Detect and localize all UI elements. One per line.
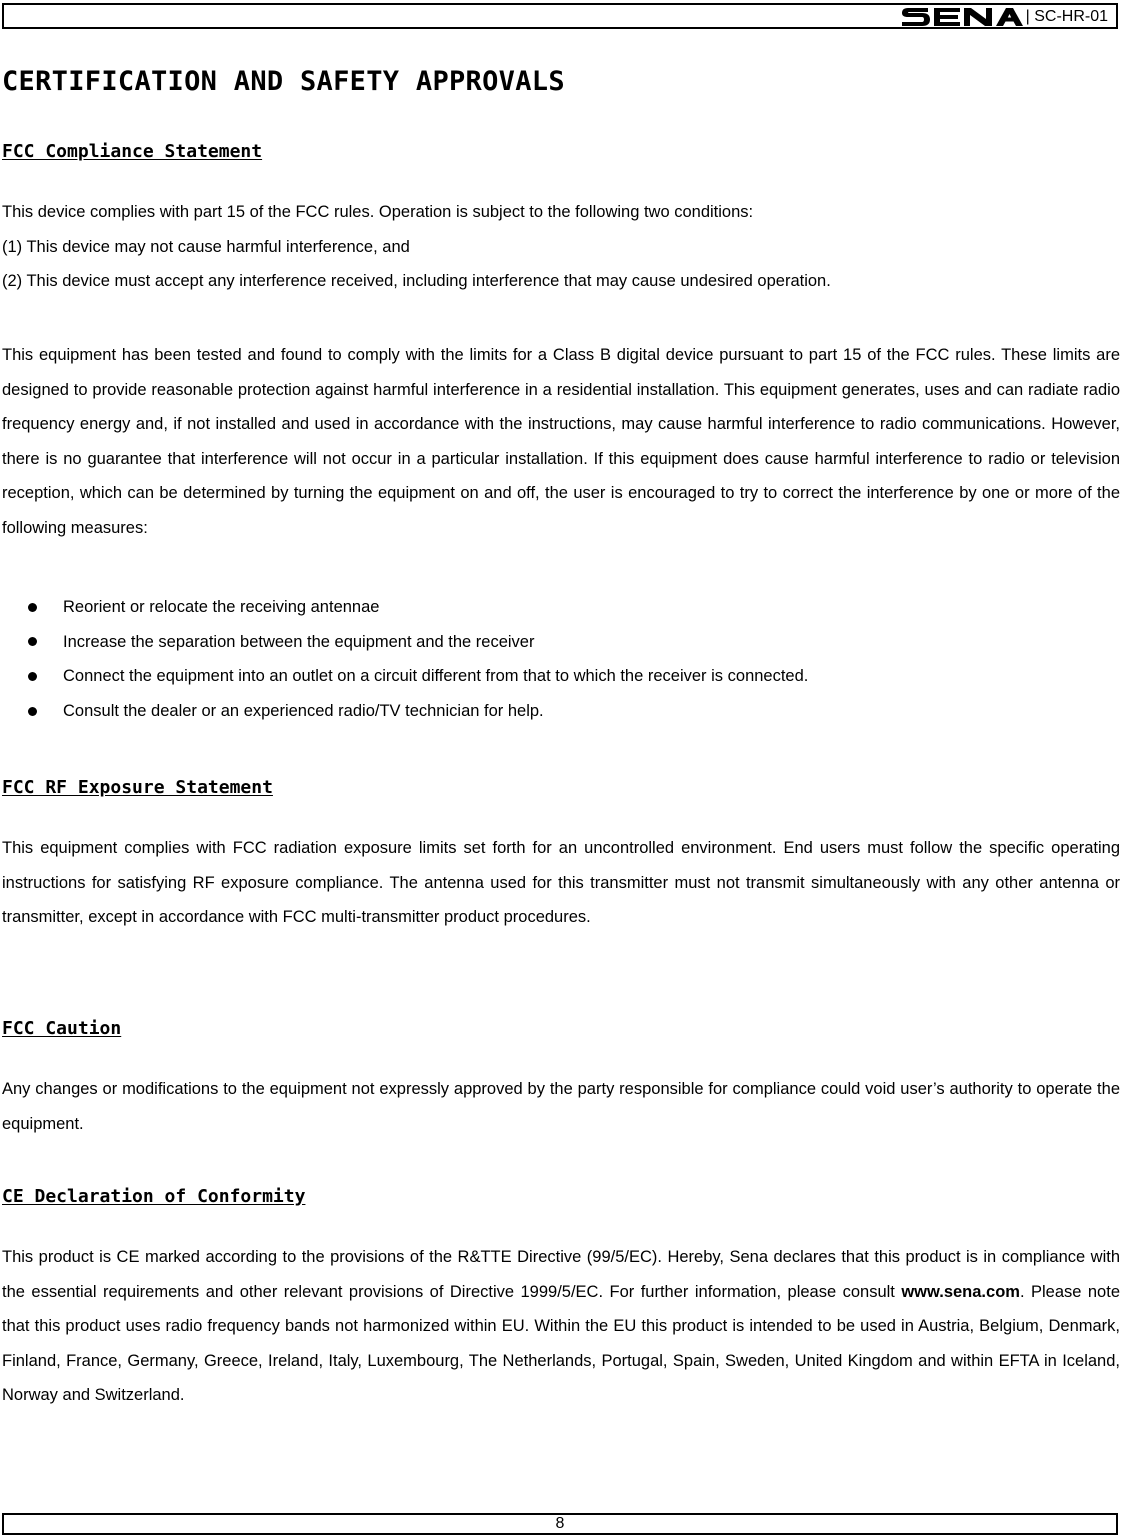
fcc-compliance-heading: FCC Compliance Statement [2, 141, 263, 162]
interference-measures-list [28, 590, 808, 728]
list-item [28, 590, 808, 625]
fcc-caution-paragraph: Any changes or modifications to the equipment not expressly approved by the party responsible for compliance could void user’s authority to operate the equipment. [2, 1080, 1120, 1133]
fcc-compliance-paragraph: This equipment has been tested and found to comply with the limits for a Class B digital device pursuant to part 15 of the FCC rules. These limits are designed to provide reasonable protection against harmful interference in a residential installation. This equipment generates, uses and can radiate radio frequency energy and, if not installed and used in accordance with the instructions, may cause harmful interference to radio communications. However, there is no guarantee that interference will not occur in a particular installation. If this equipment does cause harmful interference to radio or television reception, which can be determined by turning the equipment on and off, the user is encouraged to try to correct the interference by one or more of the following measures: [2, 346, 1120, 537]
header-right-group [900, 6, 1108, 28]
fcc-caution-heading: FCC Caution [2, 1018, 122, 1039]
list-item [28, 694, 808, 729]
document-code: | SC-HR-01 [1025, 8, 1108, 25]
ce-text-end: . Please note that this product uses radio frequency bands not harmonized within EU. Within the EU this product is intended to be used in Austria, Belgium, Denmark, Finland, France, Germany, Greece, Ireland, Italy, Luxembourg, The Netherlands, Portugal, Spain, Sweden, United Kingdom and within EFTA in Iceland, Norway and Switzerland. [2, 1282, 1120, 1405]
measure-text: Reorient or relocate the receiving antennae [63, 598, 380, 616]
sena-logo [900, 6, 1024, 28]
fcc-rf-heading: FCC RF Exposure Statement [2, 777, 273, 798]
page-header [2, 3, 1118, 29]
page-footer [2, 1513, 1118, 1535]
measure-text: Consult the dealer or an experienced radio/TV technician for help. [63, 701, 544, 720]
fcc-rf-paragraph: This equipment complies with FCC radiation exposure limits set forth for an uncontrolled environment. End users must follow the specific operating instructions for satisfying RF exposure compliance. The antenna used for this transmitter must not transmit simultaneously with any other antenna or transmitter, except in accordance with FCC multi-transmitter product procedures. [2, 839, 1120, 927]
list-item [28, 625, 808, 660]
measure-text: Connect the equipment into an outlet on a circuit different from that to which the receiver is connected. [63, 667, 809, 686]
page-number: 8 [555, 1515, 565, 1532]
ce-text-start: This product is CE marked according to the provisions of the R&TTE Directive (99/5/EC). Hereby, Sena declares that this product is in compliance with the essential requirements and other relevant provisions of Directive 1999/5/EC. For further information, please consult [2, 1248, 1120, 1301]
sena-website-link[interactable]: www.sena.com [901, 1282, 1020, 1301]
bullet-icon [28, 603, 37, 612]
list-item [28, 659, 808, 694]
measure-text: Increase the separation between the equipment and the receiver [63, 632, 535, 651]
bullet-icon [28, 672, 37, 681]
fcc-condition-1: (1) This device may not cause harmful interference, and [2, 238, 410, 256]
fcc-condition-2: (2) This device must accept any interference received, including interference that may cause undesired operation. [2, 272, 831, 290]
page-title: CERTIFICATION AND SAFETY APPROVALS [2, 66, 565, 97]
bullet-icon [28, 707, 37, 716]
bullet-icon [28, 637, 37, 646]
ce-paragraph [2, 1240, 1120, 1413]
fcc-intro-line: This device complies with part 15 of the FCC rules. Operation is subject to the following two conditions: [2, 203, 754, 221]
ce-declaration-heading: CE Declaration of Conformity [2, 1186, 306, 1207]
